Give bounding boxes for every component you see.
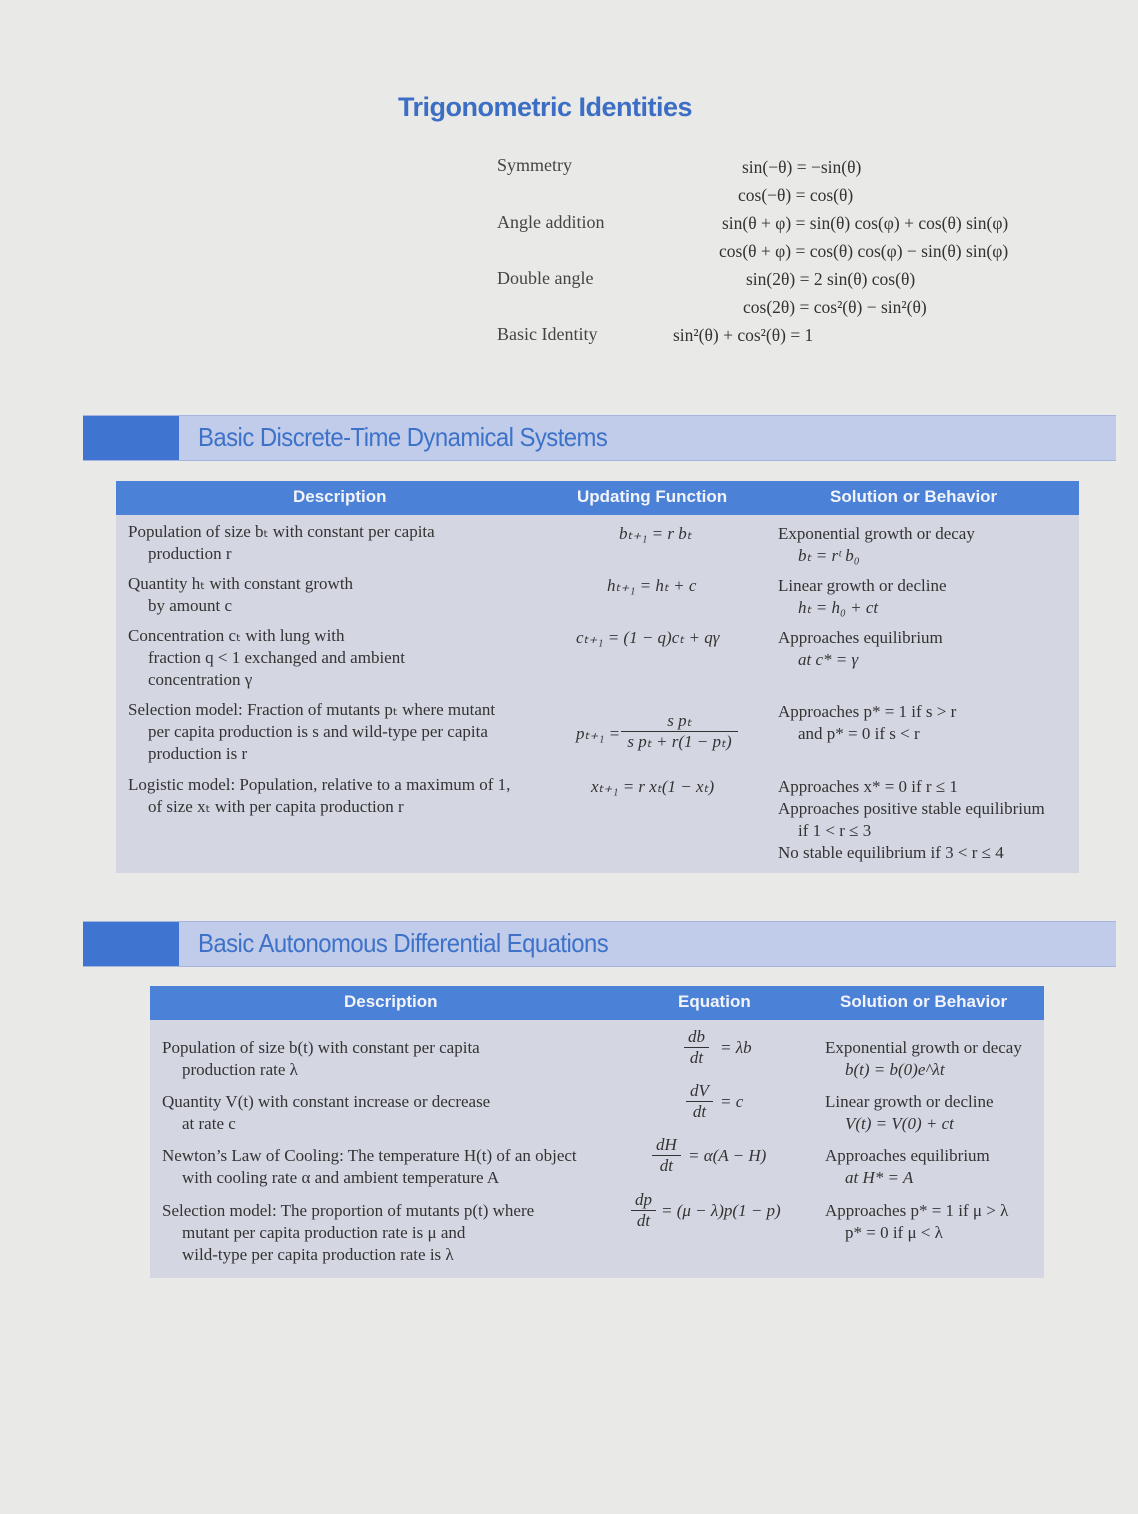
derivative-denominator: dt (631, 1210, 656, 1231)
sol-line: Linear growth or decline (778, 576, 947, 595)
discrete-table (116, 481, 1079, 873)
desc-line: production r (148, 544, 232, 563)
sol-line: Exponential growth or decay (825, 1038, 1022, 1057)
desc-line: Quantity hₜ with constant growth (128, 574, 354, 593)
table-row-solution (825, 1200, 1008, 1244)
desc-line: with cooling rate α and ambient temperature A (182, 1168, 500, 1187)
table-row-solution (778, 627, 943, 671)
table-row-desc (128, 521, 435, 565)
derivative-numerator: dV (690, 1081, 709, 1100)
desc-line: concentration γ (148, 670, 253, 689)
equation-rhs: = α(A − H) (688, 1146, 767, 1165)
trig-formula-sin-double: sin(2θ) = 2 sin(θ) cos(θ) (746, 269, 916, 289)
sol-line: bₜ = rᵗ b₀ (798, 546, 860, 565)
header-description: Description (344, 992, 438, 1011)
desc-line: of size xₜ with per capita production r (148, 797, 404, 816)
table-row-desc (162, 1037, 480, 1081)
desc-line: Quantity V(t) with constant increase or decrease (162, 1092, 491, 1111)
desc-line: at rate c (182, 1114, 236, 1133)
trig-label-angle-addition: Angle addition (497, 212, 605, 232)
sol-line: Exponential growth or decay (778, 524, 975, 543)
ode-table (150, 986, 1044, 1278)
sol-line: b(t) = b(0)e^λt (845, 1060, 945, 1079)
derivative-denominator: dt (684, 1047, 709, 1068)
header-equation: Equation (678, 992, 751, 1011)
derivative-denominator: dt (686, 1101, 713, 1122)
section-accent-block (83, 922, 179, 966)
header-description: Description (293, 487, 387, 506)
desc-line: Population of size bₜ with constant per capita (128, 522, 435, 541)
derivative (686, 1081, 713, 1122)
trig-label-double-angle: Double angle (497, 268, 594, 288)
derivative-numerator: dp (635, 1190, 652, 1209)
equation-rhs: = (μ − λ)p(1 − p) (661, 1201, 781, 1220)
sol-line: at c* = γ (798, 650, 859, 669)
table-row-solution (825, 1037, 1022, 1081)
table-row-solution (825, 1145, 990, 1189)
desc-line: Selection model: Fraction of mutants pₜ where mutant (128, 700, 496, 719)
desc-line: Selection model: The proportion of mutants p(t) where (162, 1201, 535, 1220)
derivative (631, 1190, 656, 1231)
trig-label-symmetry: Symmetry (497, 155, 572, 175)
sol-line: p* = 0 if μ < λ (845, 1223, 943, 1242)
discrete-section-title: Basic Discrete-Time Dynamical Systems (198, 422, 608, 452)
fraction-numerator: s pₜ (667, 711, 692, 730)
desc-line: Logistic model: Population, relative to a maximum of 1, (128, 775, 511, 794)
desc-line: production is r (148, 744, 248, 763)
ode-table-header (150, 986, 1044, 1020)
table-row-solution (778, 776, 1045, 864)
desc-line: fraction q < 1 exchanged and ambient (148, 648, 405, 667)
trig-label-basic-identity: Basic Identity (497, 324, 598, 344)
fraction-lhs: pₜ₊₁ = (576, 724, 621, 743)
sol-line: hₜ = h₀ + ct (798, 598, 879, 617)
table-row-solution (778, 575, 947, 619)
table-row-desc (162, 1200, 534, 1266)
sol-line: Approaches positive stable equilibrium (778, 799, 1045, 818)
derivative (684, 1027, 709, 1068)
sol-line: if 1 < r ≤ 3 (798, 821, 872, 840)
sol-line: Approaches equilibrium (825, 1146, 990, 1165)
sol-line: Linear growth or decline (825, 1092, 994, 1111)
ode-section-title: Basic Autonomous Differential Equations (198, 928, 609, 958)
equation-rhs: = c (720, 1092, 744, 1111)
desc-line: production rate λ (182, 1060, 298, 1079)
trig-formula-cos-double: cos(2θ) = cos²(θ) − sin²(θ) (743, 297, 927, 317)
sol-line: Approaches p* = 1 if s > r (778, 702, 957, 721)
header-solution: Solution or Behavior (830, 487, 998, 506)
sol-line: Approaches p* = 1 if μ > λ (825, 1201, 1009, 1220)
derivative-denominator: dt (652, 1155, 681, 1176)
table-row-function: xₜ₊₁ = r xₜ(1 − xₜ) (591, 777, 715, 796)
section-accent-block (83, 416, 179, 460)
desc-line: per capita production is s and wild-type per capita (148, 722, 488, 741)
equation-rhs: = λb (720, 1038, 752, 1057)
table-row-function: hₜ₊₁ = hₜ + c (607, 576, 697, 595)
desc-line: wild-type per capita production rate is λ (182, 1245, 454, 1264)
sol-line: Approaches equilibrium (778, 628, 943, 647)
header-solution: Solution or Behavior (840, 992, 1008, 1011)
discrete-table-header (116, 481, 1079, 515)
table-row-function: bₜ₊₁ = r bₜ (619, 524, 692, 543)
trig-formula-cos-addition: cos(θ + φ) = cos(θ) cos(φ) − sin(θ) sin(φ) (719, 241, 1009, 261)
trig-formula-sin-symmetry: sin(−θ) = −sin(θ) (742, 157, 862, 177)
discrete-section-bar (83, 415, 1116, 461)
trig-formula-cos-symmetry: cos(−θ) = cos(θ) (738, 185, 854, 205)
sol-line: No stable equilibrium if 3 < r ≤ 4 (778, 843, 1004, 862)
sol-line: V(t) = V(0) + ct (845, 1114, 954, 1133)
table-row-solution (778, 701, 956, 745)
fraction (621, 711, 738, 752)
table-row-desc (128, 625, 405, 691)
derivative-numerator: dH (656, 1135, 677, 1154)
table-row-desc (162, 1091, 490, 1135)
table-row-desc (128, 699, 495, 765)
table-row-function: cₜ₊₁ = (1 − q)cₜ + qγ (576, 628, 720, 647)
table-row-solution (825, 1091, 994, 1135)
table-row-desc (128, 774, 510, 818)
fraction-denominator: s pₜ + r(1 − pₜ) (621, 731, 738, 752)
trig-title: Trigonometric Identities (398, 92, 693, 122)
sol-line: Approaches x* = 0 if r ≤ 1 (778, 777, 958, 796)
table-row-solution (778, 523, 975, 567)
desc-line: mutant per capita production rate is μ and (182, 1223, 466, 1242)
ode-section-bar (83, 921, 1116, 967)
header-updating-function: Updating Function (577, 487, 728, 506)
desc-line: Newton’s Law of Cooling: The temperature H(t) of an object (162, 1146, 577, 1165)
derivative-numerator: db (688, 1027, 705, 1046)
trig-formula-sin-addition: sin(θ + φ) = sin(θ) cos(φ) + cos(θ) sin(φ) (722, 213, 1009, 233)
desc-line: Population of size b(t) with constant per capita (162, 1038, 480, 1057)
table-row-desc (128, 573, 353, 617)
sol-line: and p* = 0 if s < r (798, 724, 920, 743)
table-row-desc (162, 1145, 577, 1189)
desc-line: Concentration cₜ with lung with (128, 626, 345, 645)
derivative (652, 1135, 681, 1176)
sol-line: at H* = A (845, 1168, 914, 1187)
desc-line: by amount c (148, 596, 233, 615)
trig-formula-basic-identity: sin²(θ) + cos²(θ) = 1 (673, 325, 814, 345)
